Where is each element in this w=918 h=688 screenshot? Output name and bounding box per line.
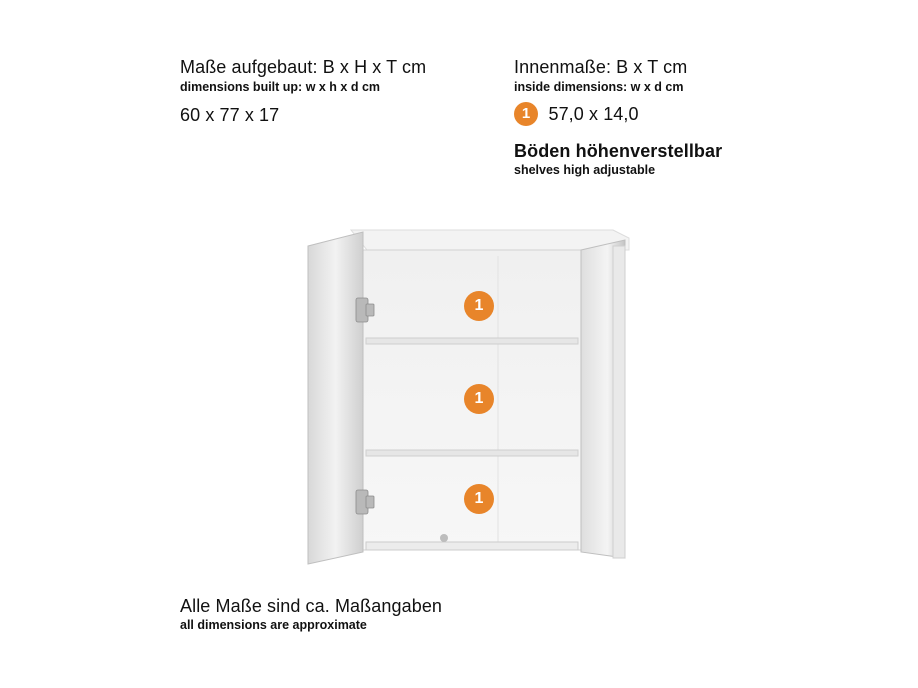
built-dimensions-title: Maße aufgebaut: B x H x T cm <box>180 57 427 77</box>
compartment-marker-top: 1 <box>464 291 494 321</box>
compartment-marker-badge: 1 <box>514 102 538 126</box>
left-door <box>308 232 363 564</box>
compartment-marker-bottom: 1 <box>464 484 494 514</box>
cabinet-drawing <box>280 220 640 580</box>
footer-title: Alle Maße sind ca. Maßangaben <box>180 596 443 616</box>
cabinet-bottom <box>366 542 578 550</box>
built-dimensions-value: 60 x 77 x 17 <box>180 105 280 125</box>
shelf-lower <box>366 450 578 456</box>
footer-subtitle: all dimensions are approximate <box>180 618 367 632</box>
inside-dimensions-value: 57,0 x 14,0 <box>548 103 639 124</box>
cabinet-top <box>351 230 629 250</box>
shelf-upper <box>366 338 578 344</box>
cable-hole <box>440 534 448 542</box>
inside-dimensions-title: Innenmaße: B x T cm <box>514 57 688 77</box>
built-dimensions-subtitle: dimensions built up: w x h x d cm <box>180 80 381 94</box>
cabinet-illustration <box>280 220 640 580</box>
inside-dimensions-row <box>514 102 639 126</box>
inside-dimensions-subtitle: inside dimensions: w x d cm <box>514 80 684 94</box>
shelves-subtitle: shelves high adjustable <box>514 163 656 177</box>
compartment-marker-middle: 1 <box>464 384 494 414</box>
shelves-title: Böden höhenverstellbar <box>514 141 723 161</box>
